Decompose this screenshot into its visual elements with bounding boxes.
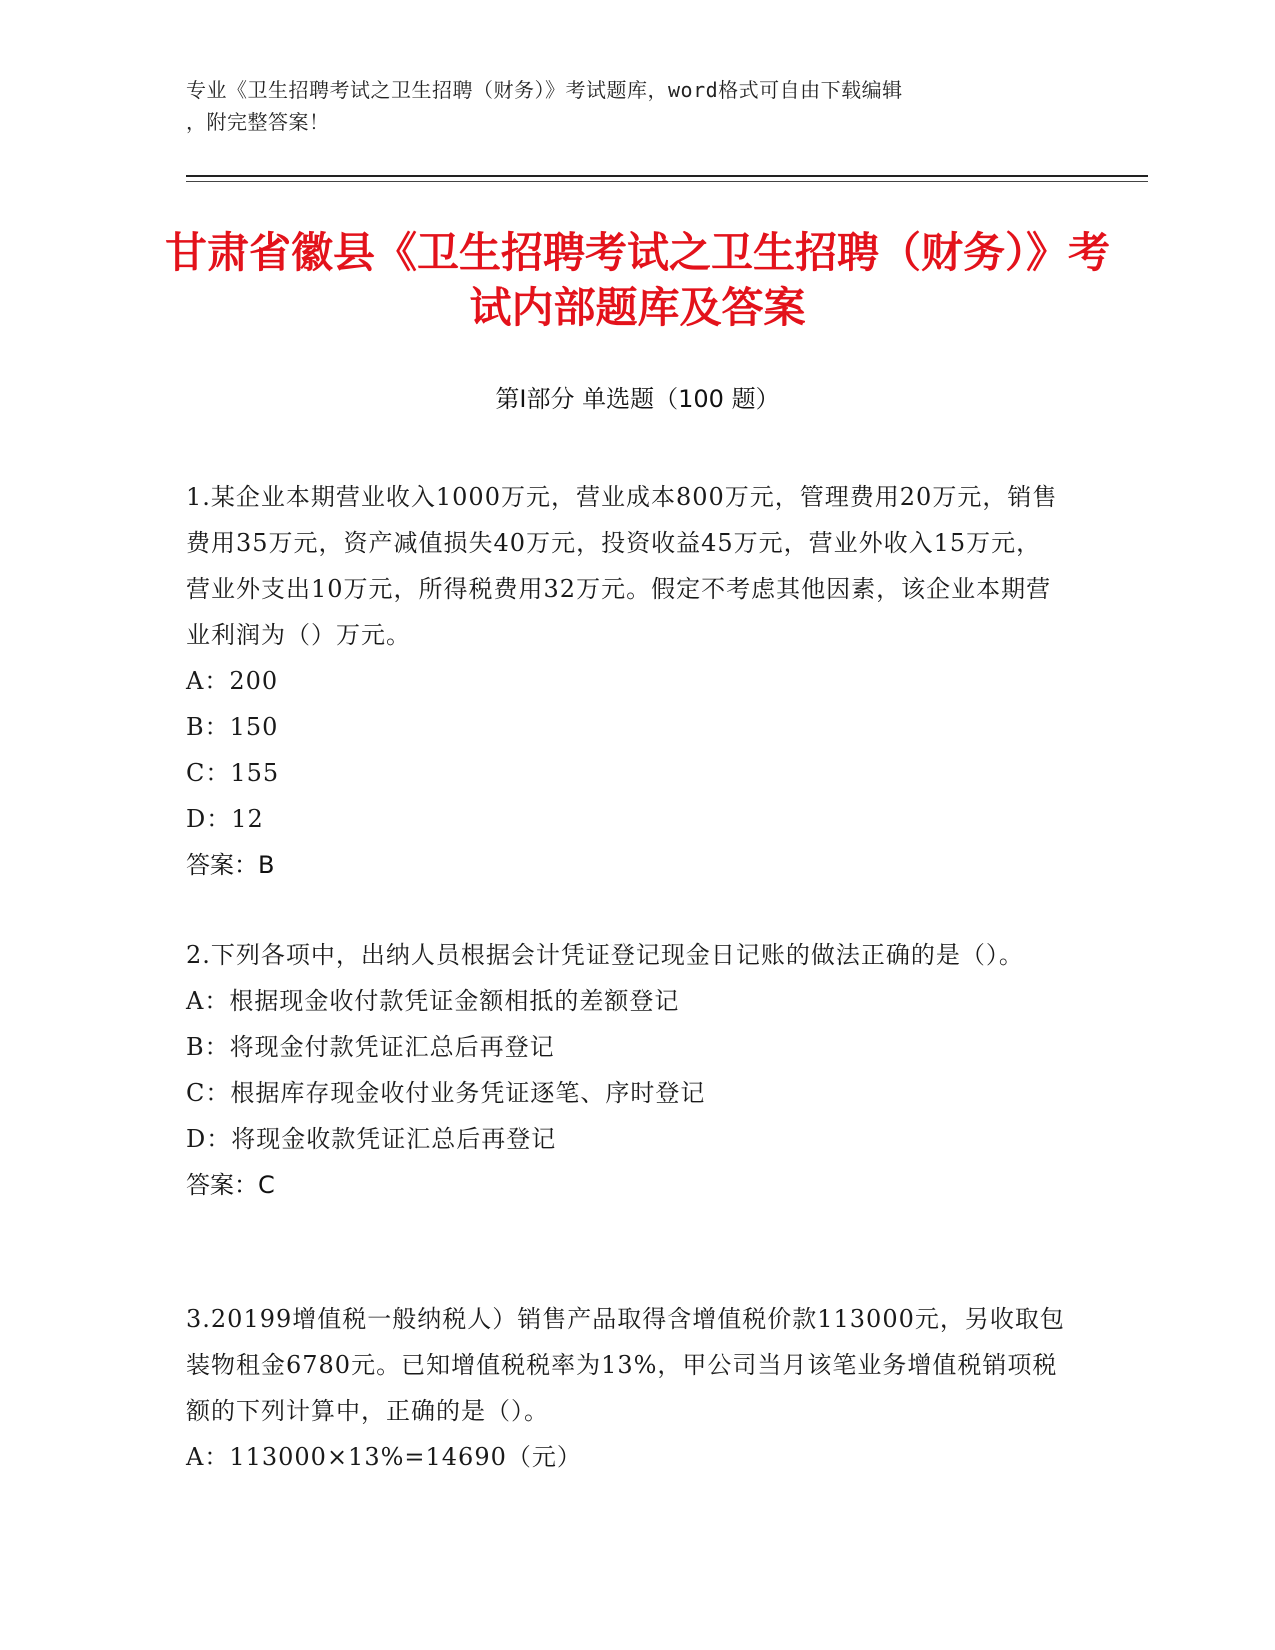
question-3 bbox=[186, 1296, 1066, 1480]
option-c: C：根据库存现金收付业务凭证逐笔、序时登记 bbox=[186, 1079, 706, 1107]
question-stem: 3.20199增值税一般纳税人）销售产品取得含增值税价款113000元，另收取包装物租金6780元。已知增值税税率为13%，甲公司当月该笔业务增值税销项税额的下列计算中，正确的是（）。 bbox=[186, 1305, 1065, 1425]
question-stem: 2.下列各项中，出纳人员根据会计凭证登记现金日记账的做法正确的是（）。 bbox=[186, 941, 1024, 969]
section-title: 第Ⅰ部分 单选题（100 题） bbox=[495, 385, 780, 413]
option-c: C：155 bbox=[186, 759, 280, 787]
option-b: B：150 bbox=[186, 713, 279, 741]
question-2 bbox=[186, 932, 1066, 1208]
header-note-line-2: ，附完整答案！ bbox=[186, 110, 330, 134]
option-d: D：将现金收款凭证汇总后再登记 bbox=[186, 1125, 557, 1153]
answer: 答案：B bbox=[186, 851, 275, 879]
document-title: 甘肃省徽县《卫生招聘考试之卫生招聘（财务）》考试内部题库及答案 bbox=[164, 228, 1110, 332]
question-stem: 1.某企业本期营业收入1000万元，营业成本800万元，管理费用20万元，销售费用35万元，资产减值损失40万元，投资收益45万元，营业外收入15万元，营业外支出10万元，所得税费用32万元。假定不考虑其他因素，该企业本期营业利润为（）万元。 bbox=[186, 483, 1058, 649]
header-rule-thin bbox=[186, 181, 1148, 182]
option-a: A：113000×13%=14690（元） bbox=[186, 1443, 582, 1471]
answer: 答案：C bbox=[186, 1171, 275, 1199]
option-b: B：将现金付款凭证汇总后再登记 bbox=[186, 1033, 555, 1061]
header-note-line-1: 专业《卫生招聘考试之卫生招聘（财务）》考试题库，word格式可自由下载编辑 bbox=[186, 78, 903, 102]
option-a: A：200 bbox=[186, 667, 279, 695]
header-rule-thick bbox=[186, 175, 1148, 177]
option-d: D：12 bbox=[186, 805, 264, 833]
header-note bbox=[186, 74, 1086, 138]
option-a: A：根据现金收付款凭证金额相抵的差额登记 bbox=[186, 987, 680, 1015]
question-1 bbox=[186, 474, 1066, 888]
